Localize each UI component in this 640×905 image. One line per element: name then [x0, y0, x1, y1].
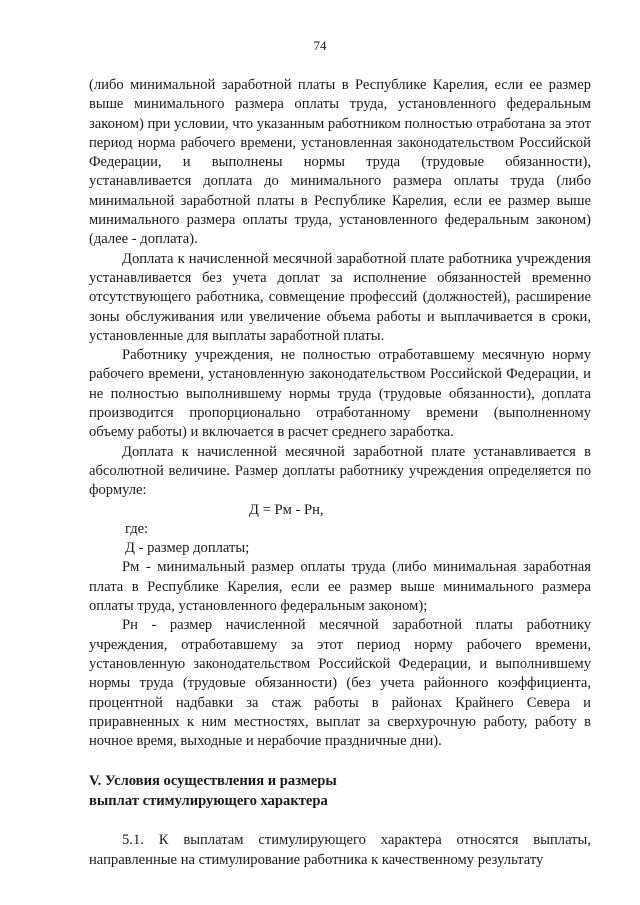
formula-where: где: [125, 520, 149, 537]
definition-rn: Рн - размер начисленной месячной заработной платы работнику учреждения, отработавшему за этот период норму рабочего времени, установленную законодательством Российской Федерации, и выполнившему нормы труда (трудовые обязанности) (без учета районного коэффициента, процентной надбавки за стаж работы в районах Крайнего Севера и приравненных к ним местностях, выплат за сверхурочную работу, работу в ночное время, выходные и нерабочие праздничные дни). [89, 617, 591, 750]
formula: Д = Рм - Рн, [249, 501, 324, 518]
paragraph-doplata-accrual: Доплата к начисленной месячной заработной плате работника учреждения устанавливается без учета доплат за исполнение обязанностей временно отсутствующего работника, совмещение профессий (должностей), расширение зоны обслуживания или увеличение объема работы и выплачивается в сроки, установленные для выплаты заработной платы. [89, 250, 591, 344]
paragraph-5-1: 5.1. К выплатам стимулирующего характера относятся выплаты, направленные на стимулирование работника к качественному результату [89, 832, 591, 868]
paragraph-partial-norm: Работнику учреждения, не полностью отработавшему месячную норму рабочего времени, установленную законодательством Российской Федерации, и не полностью выполнившему нормы труда (трудовые обязанности), доплата производится пропорционально отработанному времени (выполненному объему работы) и включается в расчет среднего заработка. [89, 347, 591, 441]
paragraph-absolute-value: Доплата к начисленной месячной заработной плате устанавливается в абсолютной величине. Размер доплаты работнику учреждения определяется по формуле: [89, 443, 591, 499]
section-heading-line-1: V. Условия осуществления и размеры [89, 773, 337, 790]
section-heading-line-2: выплат стимулирующего характера [89, 793, 328, 810]
page-number: 74 [313, 38, 327, 53]
document-body [89, 76, 591, 870]
definition-rm: Рм - минимальный размер оплаты труда (либо минимальная заработная плата в Республике Карелия, если ее размер выше минимального размера оплаты труда, установленного федеральным законом); [89, 559, 591, 615]
paragraph-continuation: (либо минимальной заработной платы в Республике Карелия, если ее размер выше минимального размера оплаты труда, установленного федеральным законом) при условии, что указанным работником полностью отработана за этот период норма рабочего времени, установленная законодательством Российской Федерации, и выполнены нормы труда (трудовые обязанности), устанавливается доплата до минимального размера оплаты труда (либо минимальной заработной платы в Республике Карелия, если ее размер выше минимального размера оплаты труда, установленного федеральным законом) (далее - доплата). [89, 77, 591, 248]
definition-d: Д - размер доплаты; [125, 540, 250, 557]
